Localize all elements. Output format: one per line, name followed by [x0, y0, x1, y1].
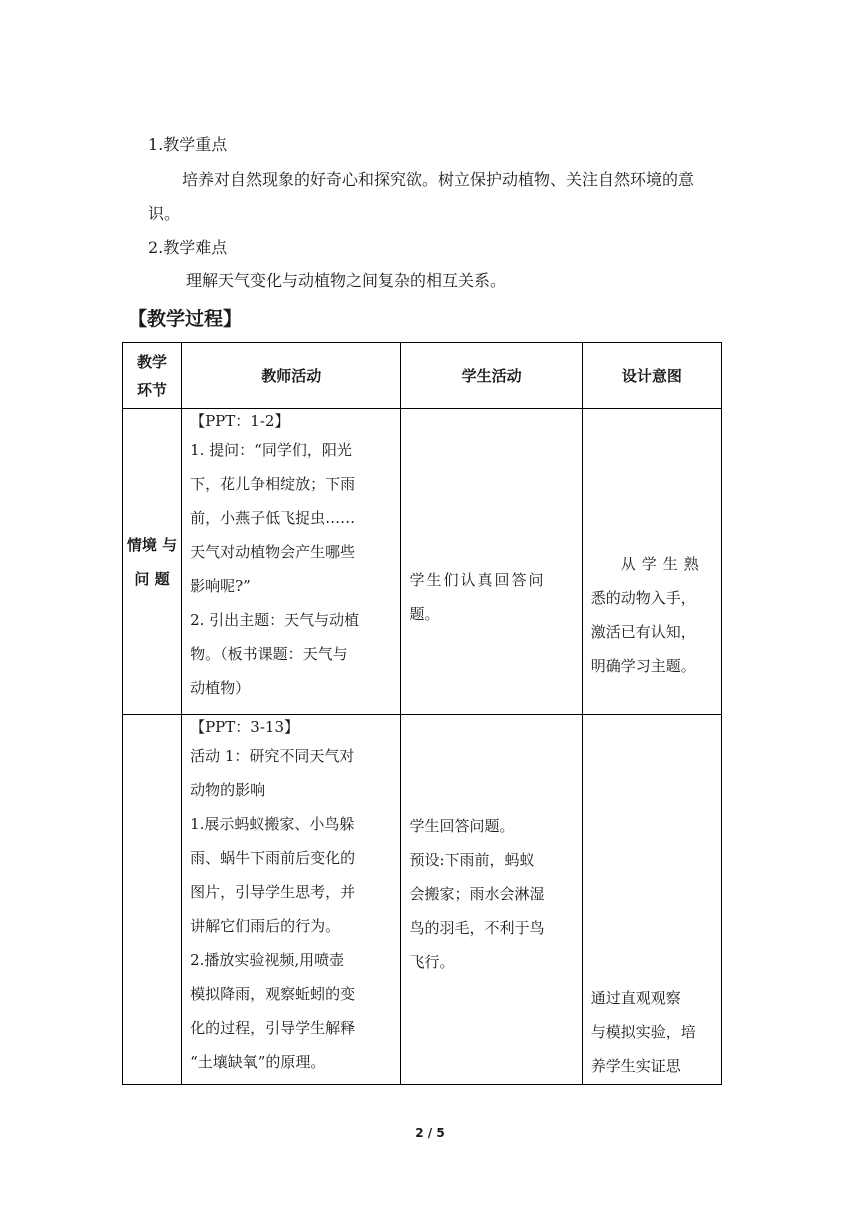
student-line: 学生们认真回答问	[409, 571, 546, 589]
teacher-line: 图片，引导学生思考，并	[190, 883, 356, 901]
teacher-line: 1.展示蚂蚁搬家、小鸟躲	[190, 815, 355, 833]
student-line: 题。	[409, 605, 440, 623]
key-points-text-cont: 识。	[148, 204, 181, 223]
header-stage-line2: 环节	[137, 380, 168, 399]
row2-student	[401, 715, 582, 1085]
teacher-line: 讲解它们雨后的行为。	[190, 917, 341, 935]
teacher-line: 2. 引出主题：天气与动植	[190, 611, 360, 629]
teaching-process-table	[122, 342, 722, 1085]
teacher-line: 雨、蜗牛下雨前后变化的	[190, 849, 356, 867]
student-line: 会搬家；雨水会淋湿	[409, 885, 545, 903]
teacher-line: 【PPT：3-13】	[190, 718, 299, 736]
design-line: 从学生熟	[620, 555, 705, 573]
stage-line: 与问	[134, 535, 178, 588]
design-line: 养学生实证思	[590, 1057, 681, 1075]
student-line: 预设:下雨前，蚂蚁	[409, 851, 535, 869]
row1-design	[582, 409, 721, 715]
row2-design	[582, 715, 721, 1085]
table-header-row	[123, 343, 722, 409]
teacher-line: “土壤缺氧”的原理。	[190, 1053, 326, 1071]
teacher-line: 动植物）	[190, 679, 251, 697]
header-stage	[123, 343, 182, 409]
table-row	[123, 409, 722, 715]
teacher-line: 下，花儿争相绽放；下雨	[190, 475, 356, 493]
difficulties-text: 理解天气变化与动植物之间复杂的相互关系。	[186, 271, 507, 290]
stage-line: 情境	[126, 535, 157, 554]
header-stage-line1: 教学	[137, 352, 168, 371]
header-student: 学生活动	[401, 343, 582, 409]
design-line: 激活已有认知，	[590, 623, 696, 641]
student-line: 鸟的羽毛，不利于鸟	[409, 919, 545, 937]
row1-teacher	[182, 409, 401, 715]
design-line: 悉的动物入手，	[590, 589, 696, 607]
stage-line: 题	[154, 569, 170, 588]
key-points-text: 培养对自然现象的好奇心和探究欲。树立保护动植物、关注自然环境的意	[182, 170, 695, 189]
row1-stage	[123, 409, 182, 715]
teacher-line: 动物的影响	[190, 781, 266, 799]
difficulties-label: 2.教学难点	[148, 238, 228, 257]
page-number: 2 / 5	[415, 1126, 445, 1140]
row2-stage	[123, 715, 182, 1085]
student-line: 飞行。	[409, 953, 455, 971]
design-line: 与模拟实验，培	[590, 1023, 696, 1041]
key-points-label: 1.教学重点	[148, 135, 228, 154]
teacher-line: 物。（板书课题：天气与	[190, 645, 348, 663]
teacher-line: 天气对动植物会产生哪些	[190, 543, 356, 561]
header-teacher: 教师活动	[182, 343, 401, 409]
design-line: 明确学习主题。	[590, 657, 696, 675]
row1-student	[401, 409, 582, 715]
design-line: 通过直观观察	[590, 989, 681, 1007]
teacher-line: 模拟降雨，观察蚯蚓的变	[190, 985, 356, 1003]
header-design: 设计意图	[582, 343, 721, 409]
process-heading: 【教学过程】	[128, 308, 243, 330]
teacher-line: 影响呢?”	[190, 577, 251, 595]
student-line: 学生回答问题。	[409, 817, 515, 835]
teacher-line: 化的过程，引导学生解释	[190, 1019, 356, 1037]
teacher-line: 【PPT：1-2】	[190, 412, 290, 430]
table-row	[123, 715, 722, 1085]
teacher-line: 前，小燕子低飞捉虫……	[190, 509, 356, 527]
teacher-line: 2.播放实验视频,用喷壶	[190, 951, 345, 969]
row2-teacher	[182, 715, 401, 1085]
teacher-line: 1. 提问：“同学们，阳光	[190, 441, 352, 459]
teacher-line: 活动 1：研究不同天气对	[190, 747, 355, 765]
